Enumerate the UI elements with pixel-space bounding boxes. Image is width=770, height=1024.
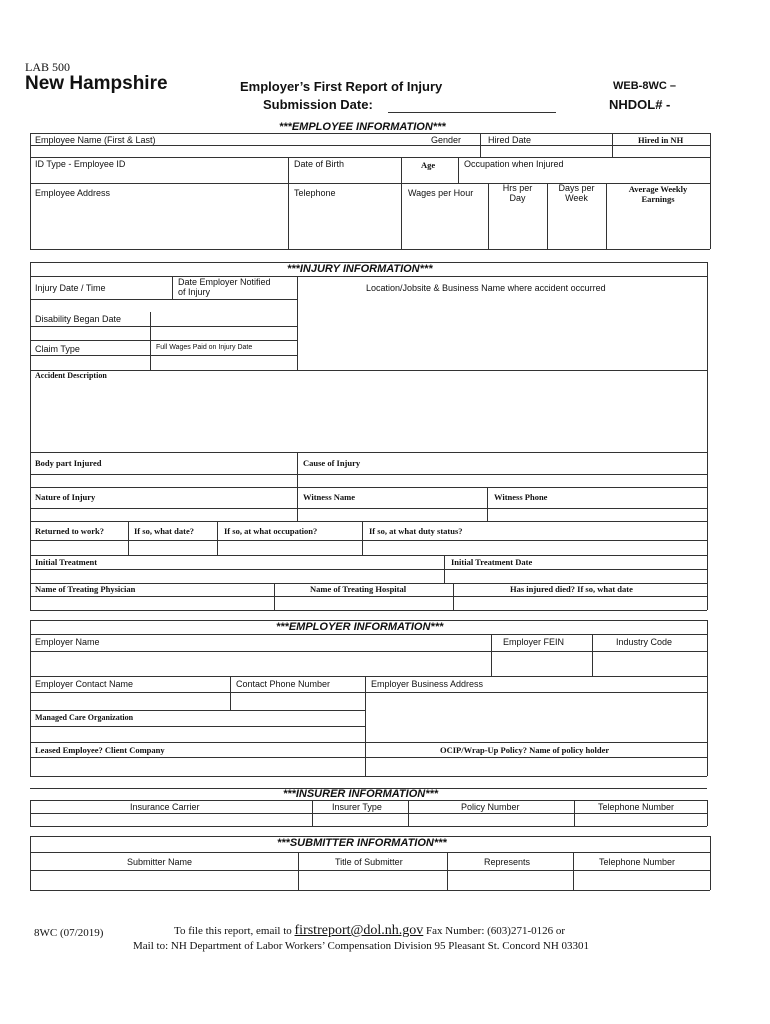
gender-label: Gender <box>431 135 462 145</box>
state-name: New Hampshire <box>25 73 168 94</box>
mco-label: Managed Care Organization <box>35 713 134 722</box>
died-label: Has injured died? If so, what date <box>510 584 633 594</box>
submitter-section-title: ***SUBMITTER INFORMATION*** <box>277 837 447 849</box>
email-link[interactable]: firstreport@dol.nh.gov <box>294 923 424 938</box>
disability-began-label: Disability Began Date <box>35 314 122 324</box>
employee-address-label: Employee Address <box>35 188 111 198</box>
employer-fein-label: Employer FEIN <box>503 637 565 647</box>
employer-section-title: ***EMPLOYER INFORMATION*** <box>276 621 444 633</box>
mail-address: Mail to: NH Department of Labor Workers’ Compensation Division 95 Pleasant St. Concord NH 03301 <box>133 940 590 952</box>
injury-section-title: ***INJURY INFORMATION*** <box>287 263 433 275</box>
hired-in-nh-label: Hired in NH <box>638 135 684 145</box>
form-version: 8WC (07/2019) <box>34 927 104 939</box>
leased-employee-label: Leased Employee? Client Company <box>35 745 165 755</box>
initial-treatment-date-label: Initial Treatment Date <box>451 557 533 567</box>
cause-label: Cause of Injury <box>303 458 361 468</box>
what-duty-label: If so, at what duty status? <box>369 526 463 536</box>
employer-notified-label: Date Employer Notified of Injury <box>178 277 271 297</box>
submission-date-line[interactable] <box>388 112 556 113</box>
id-type-label: ID Type - Employee ID <box>35 159 126 169</box>
what-occupation-label: If so, at what occupation? <box>224 526 318 536</box>
initial-treatment-label: Initial Treatment <box>35 557 98 567</box>
body-part-label: Body part Injured <box>35 458 102 468</box>
employee-section-title: ***EMPLOYEE INFORMATION*** <box>279 121 446 133</box>
employer-name-label: Employer Name <box>35 637 100 647</box>
form-code: LAB 500 <box>25 60 70 74</box>
policy-number-label: Policy Number <box>461 802 520 812</box>
hrs-per-day-label: Hrs per Day <box>502 183 533 203</box>
submitter-name-label: Submitter Name <box>127 857 193 867</box>
form-title: Employer’s First Report of Injury <box>240 79 443 94</box>
age-label: Age <box>421 160 436 170</box>
insurer-type-label: Insurer Type <box>332 802 382 812</box>
avg-weekly-label: Average Weekly Earnings <box>628 184 688 204</box>
days-per-week-label: Days per Week <box>558 183 595 203</box>
insurance-carrier-label: Insurance Carrier <box>130 802 200 812</box>
returned-label: Returned to work? <box>35 526 104 536</box>
employee-name-label: Employee Name (First & Last) <box>35 135 156 145</box>
telephone-label: Telephone <box>294 188 336 198</box>
industry-code-label: Industry Code <box>616 637 673 647</box>
physician-label: Name of Treating Physician <box>35 584 136 594</box>
injury-date-label: Injury Date / Time <box>35 283 106 293</box>
what-date-label: If so, what date? <box>134 526 194 536</box>
employer-contact-label: Employer Contact Name <box>35 679 134 689</box>
web-code: WEB-8WC – <box>613 80 676 92</box>
submitter-telephone-label: Telephone Number <box>599 857 676 867</box>
witness-name-label: Witness Name <box>303 492 356 502</box>
insurer-section-title: ***INSURER INFORMATION*** <box>283 788 439 800</box>
nature-label: Nature of Injury <box>35 492 96 502</box>
full-wages-label: Full Wages Paid on Injury Date <box>156 344 253 351</box>
submission-date-label: Submission Date: <box>263 97 373 112</box>
accident-description-label: Accident Description <box>35 371 107 380</box>
contact-phone-label: Contact Phone Number <box>236 679 331 689</box>
dob-label: Date of Birth <box>294 159 345 169</box>
hired-date-label: Hired Date <box>488 135 532 145</box>
wages-label: Wages per Hour <box>408 188 474 198</box>
submitter-title-label: Title of Submitter <box>335 857 403 867</box>
nhdol-label: NHDOL# - <box>609 97 671 112</box>
insurer-telephone-label: Telephone Number <box>598 802 675 812</box>
represents-label: Represents <box>484 857 531 867</box>
location-label: Location/Jobsite & Business Name where accident occurred <box>366 283 606 293</box>
hospital-label: Name of Treating Hospital <box>310 584 407 594</box>
business-address-label: Employer Business Address <box>371 679 484 689</box>
filing-instructions: To file this report, email to firstreport@dol.nh.gov Fax Number: (603)271-0126 or <box>174 923 566 938</box>
ocip-label: OCIP/Wrap-Up Policy? Name of policy holder <box>440 745 610 755</box>
witness-phone-label: Witness Phone <box>494 492 548 502</box>
occupation-label: Occupation when Injured <box>464 159 564 169</box>
claim-type-label: Claim Type <box>35 344 80 354</box>
